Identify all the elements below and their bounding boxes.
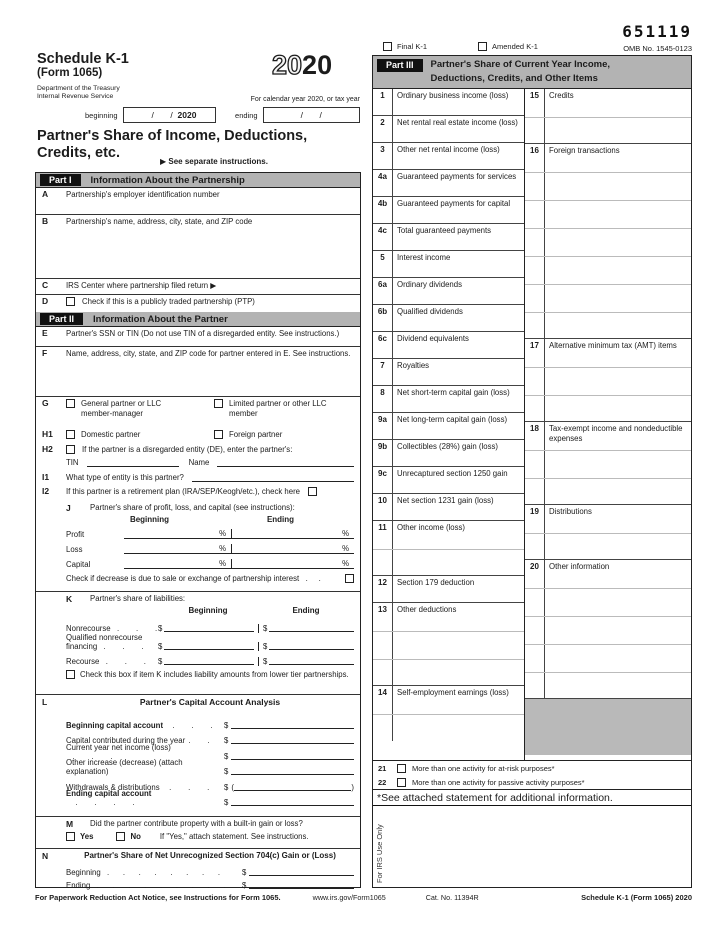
k-row-2-ending-field[interactable] bbox=[258, 657, 354, 666]
part3-item-6c[interactable] bbox=[373, 332, 524, 359]
l-row-4: Withdrawals & distributions . . . $ ( ) bbox=[66, 782, 354, 792]
part3-item-16-number bbox=[525, 257, 545, 284]
part3-item-9c[interactable] bbox=[373, 467, 524, 494]
part3-item-10[interactable] bbox=[373, 494, 524, 521]
part3-items-grid bbox=[373, 89, 691, 761]
part3-item-9a[interactable] bbox=[373, 413, 524, 440]
k-row-2-beginning-field[interactable] bbox=[158, 657, 258, 666]
ending-date-field[interactable]: / / bbox=[263, 107, 360, 123]
part3-item-18-number: 18 bbox=[525, 422, 545, 450]
part3-item-4b-label: Guaranteed payments for capital bbox=[397, 199, 511, 208]
part3-item-16-number: 16 bbox=[525, 144, 545, 172]
left-form-column bbox=[35, 172, 361, 888]
part3-header-bar bbox=[373, 56, 691, 89]
n-rows bbox=[42, 864, 354, 890]
part3-item-4a-label: Guaranteed payments for services bbox=[397, 172, 517, 181]
at-risk-checkbox[interactable] bbox=[397, 764, 406, 773]
j-capital-ending-field[interactable]: % bbox=[231, 559, 354, 569]
dollar-sign: $ bbox=[242, 868, 247, 877]
l-row-3: Other increase (decrease) (attach explanation) $ bbox=[42, 761, 354, 777]
part3-item-6c-number: 6c bbox=[373, 332, 393, 359]
part3-item-13-number bbox=[373, 660, 393, 686]
part3-item-14-number: 14 bbox=[373, 686, 393, 714]
section-m-builtin-gain: M Did the partner contribute property with a built-in gain or loss? Yes No If "Yes," attach statement. See instructions. bbox=[36, 817, 360, 849]
part3-item-6a-number: 6a bbox=[373, 278, 393, 305]
part3-item-6c-label: Dividend equivalents bbox=[397, 334, 469, 343]
part3-item-7[interactable] bbox=[373, 359, 524, 386]
k-row-2: Recourse . . . $ $ bbox=[42, 651, 354, 666]
j-profit-beginning-field[interactable]: % bbox=[124, 529, 231, 539]
part3-item-6b-label: Qualified dividends bbox=[397, 307, 463, 316]
tax-year bbox=[272, 50, 332, 81]
part3-item-2-label: Net rental real estate income (loss) bbox=[397, 118, 518, 127]
l-row-3-amount-field[interactable] bbox=[231, 774, 354, 775]
k-row-0: Nonrecourse . . . $ $ bbox=[42, 618, 354, 633]
foreign-partner-checkbox[interactable] bbox=[214, 430, 223, 439]
form-footer bbox=[35, 893, 692, 902]
part3-item-20-number: 20 bbox=[525, 560, 545, 588]
part2-tag: Part II bbox=[40, 313, 83, 325]
k-row-1-beginning-field[interactable] bbox=[158, 642, 258, 651]
dollar-sign: $ bbox=[224, 736, 229, 745]
part2-header-bar bbox=[36, 312, 360, 327]
ending-label: ending bbox=[235, 110, 258, 120]
part3-item-9a-label: Net long-term capital gain (loss) bbox=[397, 415, 508, 424]
dollar-sign: $ bbox=[263, 624, 268, 633]
j-profit-ending-field[interactable]: % bbox=[231, 529, 354, 539]
part3-item-16-number bbox=[525, 173, 545, 200]
beginning-date-field[interactable]: / / 2020 bbox=[123, 107, 217, 123]
irs-use-only-box bbox=[373, 806, 691, 887]
part3-item-20-number bbox=[525, 645, 545, 672]
calendar-year-line: For calendar year 2020, or tax year bbox=[250, 96, 360, 103]
part1-tag: Part I bbox=[40, 174, 81, 186]
part3-item-18-number bbox=[525, 479, 545, 505]
omb-number: OMB No. 1545-0123 bbox=[623, 44, 692, 53]
l-row-2-amount-field[interactable] bbox=[231, 759, 354, 760]
k-row-1-ending-field[interactable] bbox=[258, 642, 354, 651]
close-paren: ) bbox=[351, 782, 354, 792]
dollar-sign: $ bbox=[224, 798, 229, 807]
part3-left-column bbox=[373, 89, 525, 760]
retirement-plan-checkbox[interactable] bbox=[308, 487, 317, 496]
lower-tier-partnerships-checkbox[interactable] bbox=[66, 670, 75, 679]
part3-item-12[interactable] bbox=[373, 576, 524, 603]
amended-k1-label: Amended K-1 bbox=[492, 42, 538, 51]
dollar-sign: $ bbox=[224, 767, 229, 776]
part3-item-4b[interactable] bbox=[373, 197, 524, 224]
part3-item-12-label: Section 179 deduction bbox=[397, 578, 475, 587]
k-column-headers: Beginning Ending bbox=[188, 606, 320, 615]
j-rows bbox=[42, 524, 354, 569]
n-row-0: Beginning . . . . . . . . $ bbox=[42, 864, 354, 877]
j-row-capital: Capital % % bbox=[42, 554, 354, 569]
part3-item-14-number bbox=[373, 715, 393, 741]
part3-item-6a-label: Ordinary dividends bbox=[397, 280, 463, 289]
part3-item-7-label: Royalties bbox=[397, 361, 430, 370]
decrease-sale-exchange-checkbox[interactable] bbox=[345, 574, 354, 583]
field-g-partner-type: G General partner or LLC member-manager Limited partner or other LLC member bbox=[42, 398, 327, 418]
amended-k1-checkbox[interactable] bbox=[478, 42, 487, 51]
field-b-partnership-name-address[interactable]: B Partnership's name, address, city, state, and ZIP code bbox=[36, 215, 360, 279]
part3-item-20-label: Other information bbox=[549, 562, 610, 571]
field-i1-entity-type: I1 What type of entity is this partner? bbox=[36, 471, 360, 485]
irs-use-only-label: For IRS Use Only bbox=[375, 824, 384, 883]
part3-item-20-number bbox=[525, 673, 545, 699]
part3-item-6a[interactable] bbox=[373, 278, 524, 305]
part3-item-13-number: 13 bbox=[373, 603, 393, 631]
dollar-sign: $ bbox=[224, 720, 229, 730]
tax-year-bold: 20 bbox=[302, 50, 333, 80]
catalog-number: Cat. No. 11394R bbox=[425, 893, 479, 902]
dollar-sign: $ bbox=[224, 782, 229, 792]
section-704c-title: Partner's Share of Net Unrecognized Section 704(c) Gain or (Loss) bbox=[84, 851, 336, 860]
form-number-title: (Form 1065) bbox=[37, 67, 103, 79]
field-f-partner-name-address[interactable]: F Name, address, city, state, and ZIP code for partner entered in E. See instructions. bbox=[36, 347, 360, 397]
beginning-label: beginning bbox=[85, 110, 118, 120]
field-h2-disregarded-entity: H2 If the partner is a disregarded entity (DE), enter the partner's: bbox=[42, 444, 293, 454]
part3-item-16-number bbox=[525, 229, 545, 256]
part3-item-9b-label: Collectibles (28%) gain (loss) bbox=[397, 442, 498, 451]
part3-item-17-label: Alternative minimum tax (AMT) items bbox=[549, 341, 677, 350]
part3-item-20-number bbox=[525, 617, 545, 644]
field-h2-tin-name-row: TIN Name bbox=[36, 456, 360, 471]
part3-item-4a-number: 4a bbox=[373, 170, 393, 197]
section-n-704c: N Partner's Share of Net Unrecognized Section 704(c) Gain or (Loss) Beginning . . . . . . . . $ Ending . . . . . . . . . $ bbox=[36, 849, 360, 890]
part2-title: Information About the Partner bbox=[93, 313, 228, 325]
capital-account-title: Partner's Capital Account Analysis bbox=[139, 697, 281, 707]
field-e-partner-ssn[interactable]: E Partner's SSN or TIN (Do not use TIN of a disregarded entity. See instructions.) bbox=[36, 327, 360, 347]
part3-item-13[interactable] bbox=[373, 603, 524, 686]
part3-item-1[interactable] bbox=[373, 89, 524, 116]
part3-item-4c-label: Total guaranteed payments bbox=[397, 226, 492, 235]
part3-item-19-number bbox=[525, 534, 545, 560]
part3-item-14-label: Self-employment earnings (loss) bbox=[397, 688, 509, 697]
n-row-1: Ending . . . . . . . . . $ bbox=[42, 877, 354, 890]
final-k1-label: Final K-1 bbox=[397, 42, 428, 51]
n-row-1-amount-field[interactable] bbox=[249, 888, 354, 889]
field-d-ptp: D Check if this is a publicly traded partnership (PTP) bbox=[42, 296, 255, 306]
final-k1-checkbox[interactable] bbox=[383, 42, 392, 51]
dollar-sign: $ bbox=[263, 657, 268, 666]
part3-item-20-number bbox=[525, 589, 545, 616]
j-decrease-note: Check if decrease is due to sale or exchange of partnership interest . . bbox=[42, 574, 354, 583]
part3-item-9c-label: Unrecaptured section 1250 gain bbox=[397, 469, 508, 478]
agency-line-2: Internal Revenue Service bbox=[37, 93, 114, 100]
dollar-sign: $ bbox=[224, 751, 229, 761]
part3-tag: Part III bbox=[377, 59, 423, 72]
dollar-sign: $ bbox=[158, 642, 163, 651]
part3-item-13-number bbox=[373, 632, 393, 659]
l-row-2: Current year net income (loss) . . . $ bbox=[42, 745, 354, 761]
k-row-0-beginning-field[interactable] bbox=[158, 624, 258, 633]
part3-item-1-label: Ordinary business income (loss) bbox=[397, 91, 509, 100]
l-row-1: Capital contributed during the year . . $ bbox=[42, 730, 354, 746]
item-22-passive-activity: 22 More than one activity for passive activity purposes* bbox=[378, 777, 585, 787]
part3-item-5-number: 5 bbox=[373, 251, 393, 278]
de-tin-field[interactable] bbox=[87, 458, 179, 467]
part3-item-9b-number: 9b bbox=[373, 440, 393, 467]
part3-item-19-label: Distributions bbox=[549, 507, 592, 516]
part3-item-11-number bbox=[373, 550, 393, 576]
part3-item-6b-number: 6b bbox=[373, 305, 393, 332]
part3-item-17[interactable] bbox=[525, 339, 691, 422]
part3-item-17-number: 17 bbox=[525, 339, 545, 367]
footer-schedule-label: Schedule K-1 (Form 1065) 2020 bbox=[581, 893, 692, 902]
ptp-checkbox[interactable] bbox=[66, 297, 75, 306]
passive-activity-checkbox[interactable] bbox=[397, 778, 406, 787]
j-column-headers: Beginning Ending bbox=[129, 515, 295, 524]
part3-item-15-number: 15 bbox=[525, 89, 545, 117]
part3-item-18-number bbox=[525, 451, 545, 478]
part3-item-18-label: Tax-exempt income and nondeductible expenses bbox=[549, 424, 683, 443]
part3-item-3[interactable] bbox=[373, 143, 524, 170]
field-i2-retirement-plan: I2 If this partner is a retirement plan (IRA/SEP/Keogh/etc.), check here bbox=[36, 485, 360, 501]
field-k-liabilities: K Partner's share of liabilities: Beginning Ending Nonrecourse . . . $ $ Qualified nonrecourse financing . . . $ $ Recourse . . . $ $ Check this box if item K includes liability amounts from lower tier partnerships. bbox=[36, 591, 360, 695]
n-row-0-amount-field[interactable] bbox=[249, 875, 354, 876]
part3-item-15[interactable] bbox=[525, 89, 691, 144]
dollar-sign: $ bbox=[242, 881, 247, 890]
j-loss-beginning-field[interactable]: % bbox=[124, 544, 231, 554]
part3-item-4b-number: 4b bbox=[373, 197, 393, 224]
part3-item-11-number: 11 bbox=[373, 521, 393, 549]
part3-item-10-number: 10 bbox=[373, 494, 393, 521]
field-j-profit-loss-capital: J Partner's share of profit, loss, and capital (see instructions): Beginning Ending Profit % % Loss % % Capital % % Check if decrease is due to sale or exchange of partnership interest . . bbox=[36, 501, 360, 591]
part3-item-8[interactable] bbox=[373, 386, 524, 413]
part3-item-19-number: 19 bbox=[525, 505, 545, 533]
part1-title: Information About the Partnership bbox=[90, 174, 245, 186]
builtin-gain-no-checkbox[interactable] bbox=[116, 832, 125, 841]
j-row-profit: Profit % % bbox=[42, 524, 354, 539]
l-row-0: Beginning capital account . . . $ bbox=[42, 714, 354, 730]
part3-item-9c-number: 9c bbox=[373, 467, 393, 494]
l-row-0-amount-field[interactable] bbox=[231, 728, 354, 729]
part3-item-15-label: Credits bbox=[549, 91, 574, 100]
k-row-0-ending-field[interactable] bbox=[258, 624, 354, 633]
domestic-partner-checkbox[interactable] bbox=[66, 430, 75, 439]
l-row-5-amount-field[interactable] bbox=[231, 805, 354, 806]
part3-item-4c[interactable] bbox=[373, 224, 524, 251]
form-schedule-title: Schedule K-1 bbox=[37, 51, 129, 67]
part3-item-2[interactable] bbox=[373, 116, 524, 143]
agency-line-1: Department of the Treasury bbox=[37, 85, 120, 92]
paperwork-notice: For Paperwork Reduction Act Notice, see Instructions for Form 1065. bbox=[35, 893, 281, 902]
item-21-at-risk: 21 More than one activity for at-risk purposes* bbox=[378, 763, 555, 773]
j-row-loss: Loss % % bbox=[42, 539, 354, 554]
k-row-1: Qualified nonrecourse financing . . . $ $ bbox=[42, 633, 354, 651]
builtin-gain-yes-checkbox[interactable] bbox=[66, 832, 75, 841]
disregarded-entity-checkbox[interactable] bbox=[66, 445, 75, 454]
part3-item-16[interactable] bbox=[525, 144, 691, 339]
irs-shaded-area bbox=[525, 699, 691, 755]
amended-k1-option bbox=[478, 42, 538, 51]
part3-item-8-label: Net short-term capital gain (loss) bbox=[397, 388, 510, 397]
j-loss-ending-field[interactable]: % bbox=[231, 544, 354, 554]
field-h1-partner-domicile: H1 Domestic partner Foreign partner bbox=[42, 429, 283, 439]
entity-type-field[interactable] bbox=[192, 473, 354, 482]
limited-partner-checkbox[interactable] bbox=[214, 399, 223, 408]
tax-year-period-row bbox=[85, 107, 360, 123]
part3-item-16-number bbox=[525, 285, 545, 312]
part3-item-9b[interactable] bbox=[373, 440, 524, 467]
part3-title: Partner's Share of Current Year Income, Deductions, Credits, and Other Items bbox=[430, 59, 610, 84]
part3-item-10-label: Net section 1231 gain (loss) bbox=[397, 496, 494, 505]
part3-item-16-label: Foreign transactions bbox=[549, 146, 620, 155]
part3-item-9a-number: 9a bbox=[373, 413, 393, 440]
field-a-partnership-ein[interactable]: A Partnership's employer identification number bbox=[36, 188, 360, 215]
l-row-5: Ending capital account . . . . $ bbox=[42, 792, 354, 808]
part3-item-8-number: 8 bbox=[373, 386, 393, 413]
part3-item-5-label: Interest income bbox=[397, 253, 451, 262]
part3-column bbox=[372, 55, 692, 888]
part3-item-11[interactable] bbox=[373, 521, 524, 576]
k-rows bbox=[42, 618, 354, 666]
part3-item-13-label: Other deductions bbox=[397, 605, 457, 614]
part3-item-5[interactable] bbox=[373, 251, 524, 278]
l-row-1-amount-field[interactable] bbox=[231, 743, 354, 744]
part3-item-17-number bbox=[525, 368, 545, 395]
form-ocr-number: 651119 bbox=[622, 22, 692, 41]
section-l-capital-account: L Partner's Capital Account Analysis Beginning capital account . . . $ Capital contributed during the year . . $ Current year net income (loss) . . . $ Other increase (decrease) (attach explanation) $ Withdrawals & distributions . . . $ ( ) Ending capital account . . . . $ bbox=[36, 695, 360, 817]
part3-item-2-number: 2 bbox=[373, 116, 393, 143]
l-row-4-amount-field[interactable] bbox=[234, 790, 351, 791]
agency-lines bbox=[37, 85, 120, 101]
part3-item-18[interactable] bbox=[525, 422, 691, 505]
part3-item-3-number: 3 bbox=[373, 143, 393, 170]
part3-item-16-number bbox=[525, 313, 545, 339]
part3-item-7-number: 7 bbox=[373, 359, 393, 386]
part1-header-bar bbox=[36, 173, 360, 188]
see-separate-instructions: ▶ See separate instructions. bbox=[160, 157, 268, 166]
de-name-field[interactable] bbox=[217, 458, 354, 467]
field-c-irs-center[interactable]: C IRS Center where partnership filed return ▶ bbox=[36, 279, 360, 295]
part3-item-12-number: 12 bbox=[373, 576, 393, 603]
part3-item-14[interactable] bbox=[373, 686, 524, 741]
k-lower-tier-note: Check this box if item K includes liability amounts from lower tier partnerships. bbox=[42, 670, 354, 679]
part3-item-16-number bbox=[525, 201, 545, 228]
general-partner-checkbox[interactable] bbox=[66, 399, 75, 408]
dollar-sign: $ bbox=[263, 642, 268, 651]
l-rows bbox=[42, 714, 354, 807]
part3-item-3-label: Other net rental income (loss) bbox=[397, 145, 500, 154]
part3-item-4c-number: 4c bbox=[373, 224, 393, 251]
tax-year-outline: 20 bbox=[272, 50, 303, 80]
j-capital-beginning-field[interactable]: % bbox=[124, 559, 231, 569]
open-paren: ( bbox=[231, 782, 234, 792]
dollar-sign: $ bbox=[158, 624, 163, 633]
part3-item-17-number bbox=[525, 396, 545, 422]
part3-right-column bbox=[525, 89, 691, 760]
part3-item-1-number: 1 bbox=[373, 89, 393, 116]
part3-item-6b[interactable] bbox=[373, 305, 524, 332]
irs-url: www.irs.gov/Form1065 bbox=[312, 893, 386, 902]
part3-item-20[interactable] bbox=[525, 560, 691, 699]
form-headline: Partner's Share of Income, Deductions, Credits, etc. bbox=[37, 128, 308, 161]
final-k1-option bbox=[383, 42, 427, 51]
see-attached-statement: *See attached statement for additional information. bbox=[373, 789, 691, 806]
part3-item-4a[interactable] bbox=[373, 170, 524, 197]
part3-item-19[interactable] bbox=[525, 505, 691, 560]
dollar-sign: $ bbox=[158, 657, 163, 666]
part3-item-15-number bbox=[525, 118, 545, 144]
part3-item-11-label: Other income (loss) bbox=[397, 523, 466, 532]
